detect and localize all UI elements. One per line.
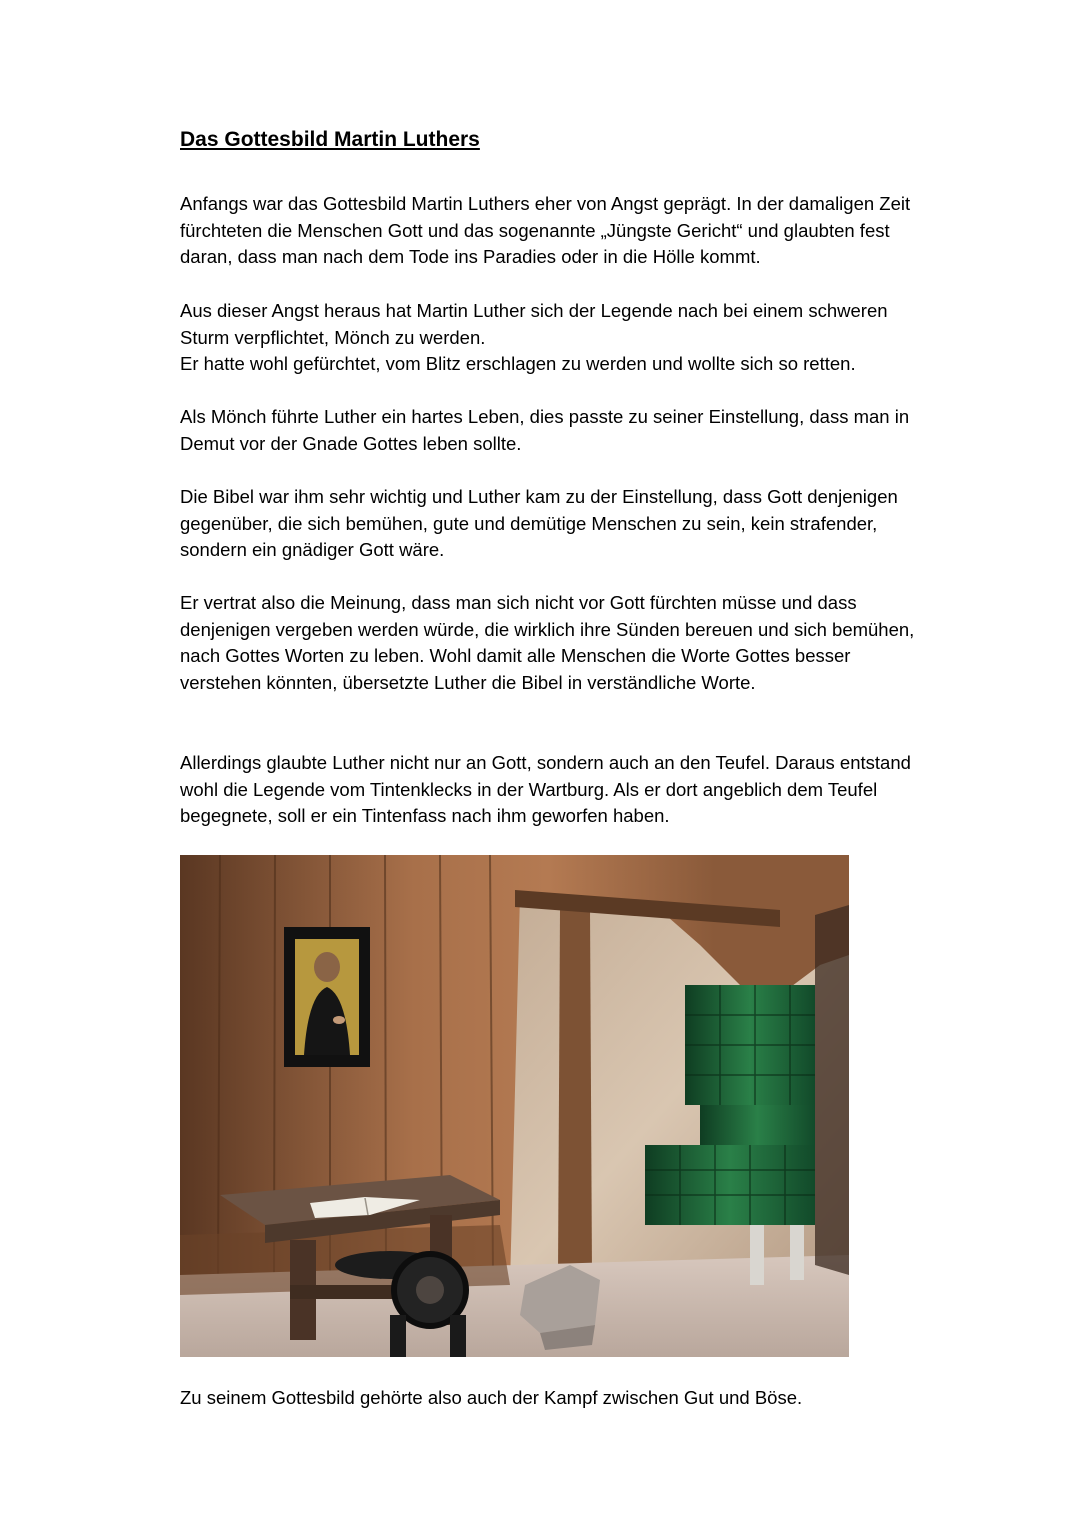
paragraph-bible: Die Bibel war ihm sehr wichtig und Luther kam zu der Einstellung, dass Gott denjenigen gegenüber, die sich bemühen, gute und demütige Menschen zu sein, kein strafender, sondern ein gnädiger Gott wäre. (180, 486, 898, 561)
paragraph-forgiveness: Er vertrat also die Meinung, dass man sich nicht vor Gott fürchten müsse und dass denjenigen vergeben werden würde, die wirklich ihre Sünden bereuen und sich bemühen, nach Gottes Worten zu leben. Wohl damit alle Menschen die Worte Gottes besser verstehen könnten, übersetzte Luther die Bibel in verständliche Worte. (180, 592, 915, 694)
photo-caption: Zu seinem Gottesbild gehörte also auch der Kampf zwischen Gut und Böse. (180, 1387, 803, 1408)
paragraph-monk: Als Mönch führte Luther ein hartes Leben, dies passte zu seiner Einstellung, dass man in Demut vor der Gnade Gottes leben sollte. (180, 406, 910, 454)
paragraph-devil: Allerdings glaubte Luther nicht nur an Gott, sondern auch an den Teufel. Daraus entstand wohl die Legende vom Tintenklecks in der Wartburg. Als er dort angeblich dem Teufel begegnete, soll er ein Tintenfass nach ihm geworfen haben. (180, 752, 911, 827)
paragraph-storm: Aus dieser Angst heraus hat Martin Luther sich der Legende nach bei einem schweren Sturm verpflichtet, Mönch zu werden. (180, 300, 888, 348)
page-title: Das Gottesbild Martin Luthers (180, 128, 480, 151)
paragraph-intro: Anfangs war das Gottesbild Martin Luthers eher von Angst geprägt. In der damaligen Zeit fürchteten die Menschen Gott und das sogenannte „Jüngste Gericht“ und glaubten fest daran, dass man nach dem Tode ins Paradies oder in die Hölle kommt. (180, 193, 911, 268)
wartburg-room-image (180, 855, 849, 1357)
paragraph-lightning: Er hatte wohl gefürchtet, vom Blitz erschlagen zu werden und wollte sich so retten. (180, 353, 856, 374)
luther-room-photo (180, 855, 849, 1357)
